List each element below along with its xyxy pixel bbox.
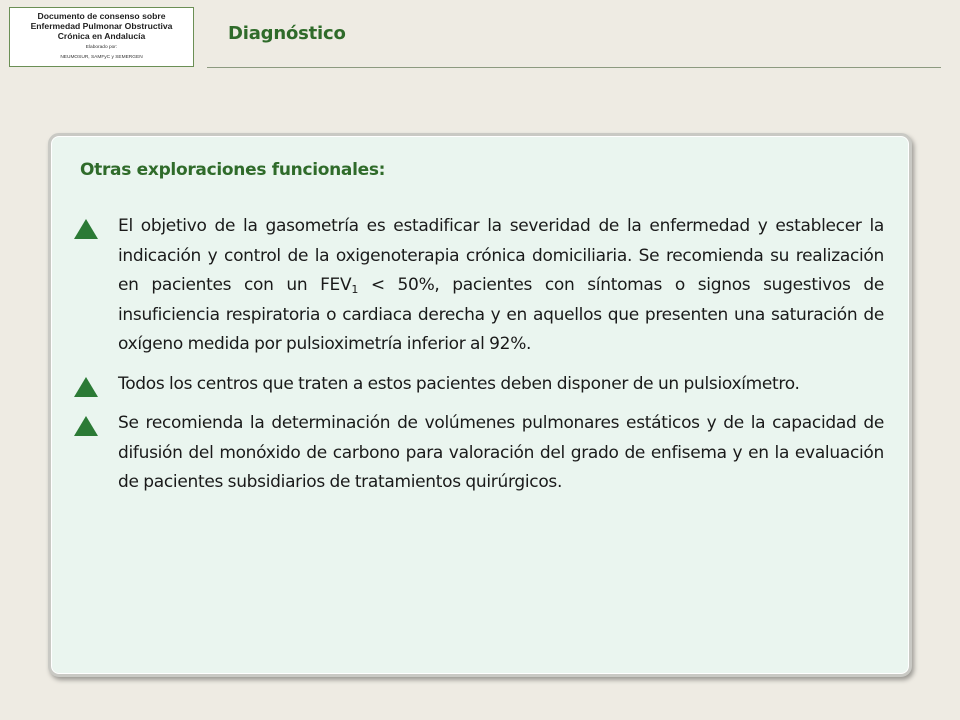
logo-credit-authors: NEUMOSUR, SAMFyC y SEMERGEN bbox=[60, 54, 143, 60]
bullet-text-part-2: < 50%, pacientes con síntomas o signos sugestivos de insuficiencia respiratoria o cardiaca derecha y en aquellos que presenten una saturación de oxígeno medida por pulsioximetría inferior al 92%. bbox=[118, 275, 884, 354]
logo-title-line-1: Documento de consenso sobre bbox=[37, 11, 166, 21]
triangle-up-icon bbox=[74, 416, 98, 436]
header-divider bbox=[207, 67, 941, 68]
triangle-up-icon bbox=[74, 377, 98, 397]
page-title: Diagnóstico bbox=[228, 23, 346, 44]
section-heading: Otras exploraciones funcionales: bbox=[80, 160, 386, 180]
list-item bbox=[74, 370, 884, 400]
bullet-text bbox=[118, 212, 884, 360]
bullet-list bbox=[74, 212, 884, 508]
bullet-text: Todos los centros que traten a estos pacientes deben disponer de un pulsioxímetro. bbox=[118, 373, 800, 394]
list-item bbox=[74, 409, 884, 498]
list-item bbox=[74, 212, 884, 360]
fev-subscript: 1 bbox=[351, 283, 359, 296]
logo bbox=[9, 7, 194, 67]
logo-title-line-3: Crónica en Andalucía bbox=[57, 31, 146, 41]
logo-credit-label: Elaborado por: bbox=[85, 45, 118, 50]
logo-title-line-2: Enfermedad Pulmonar Obstructiva bbox=[30, 21, 173, 31]
bullet-text-part-1: El objetivo de la gasometría es estadificar la severidad de la enfermedad y establecer la indicación y control de la oxigenoterapia crónica domiciliaria. Se recomienda su realización en pacientes con un FEV bbox=[118, 216, 884, 295]
triangle-up-icon bbox=[74, 219, 98, 239]
bullet-text: Se recomienda la determinación de volúmenes pulmonares estáticos y de la capacidad de difusión del monóxido de carbono para valoración del grado de enfisema y en la evaluación de pacientes subsidiarios de tratamientos quirúrgicos. bbox=[118, 413, 884, 492]
